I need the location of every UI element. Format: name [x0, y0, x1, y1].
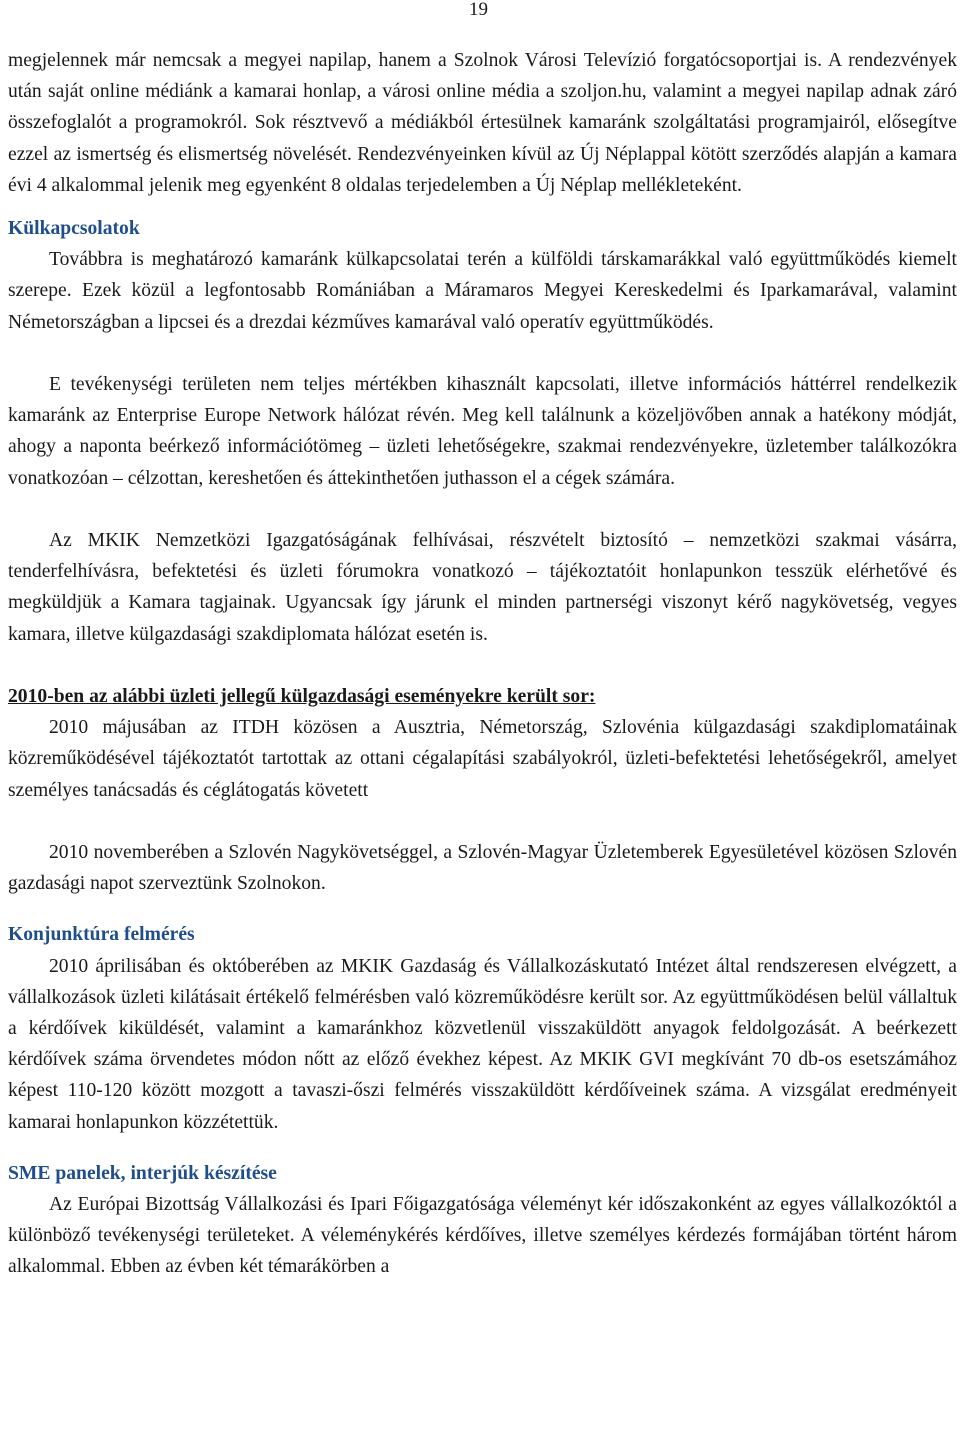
paragraph-2010-november: 2010 novemberében a Szlovén Nagykövetséggel, a Szlovén-Magyar Üzletemberek Egyesületével közösen Szlovén gazdasági napot szerveztünk Szolnokon.: [8, 842, 957, 895]
heading-konjunktura: Konjunktúra felmérés: [8, 924, 195, 946]
heading-sme-panelek: SME panelek, interjúk készítése: [8, 1162, 277, 1184]
paragraph-kulkapcsolatok: Továbbra is meghatározó kamaránk külkapcsolatai terén a külföldi társkamarákkal való együttműködés kiemelt szerepe. Ezek közül a legfontosabb Romániában a Máramaros Megyei Kereskedelmi és Iparkamarával, valamint Németországban a lipcsei és a drezdai kézműves kamarával való operatív együttműködés.: [8, 249, 957, 333]
paragraph-enterprise-europe: E tevékenységi területen nem teljes mértékben kihasznált kapcsolati, illetve információs háttérrel rendelkezik kamaránk az Enterprise Europe Network hálózat révén. Meg kell találnunk a közeljövőben annak a hatékony módját, ahogy a naponta beérkező információtömeg – üzleti lehetőségekre, szakmai rendezvényekre, üzletember találkozókra vonatkozóan – célzottan, kereshetően és áttekinthetően juthasson el a cégek számára.: [8, 374, 957, 489]
paragraph-konjunktura: 2010 áprilisában és októberében az MKIK Gazdaság és Vállalkozáskutató Intézet által rendszeresen elvégzett, a vállalkozások üzleti kilátásait értékelő felmérésben való közreműködésre került sor. Az együttműködésen belül vállaltuk a kérdőívek kiküldését, valamint a kamaránkhoz közvetlenül visszaküldött anyagok feldolgozását. A beérkezett kérdőívek száma örvendetes módon nőtt az előző évekhez képest. Az MKIK GVI megkívánt 70 db-os esetszámához képest 110-120 között mozgott a tavaszi-őszi felmérés visszaküldött kérdőíveinek száma. A vizsgálat eredményeit kamarai honlapunkon közzétettük.: [8, 955, 957, 1133]
document-body: [8, 45, 957, 1283]
paragraph-mkik-nemzetkozi: Az MKIK Nemzetközi Igazgatóságának felhívásai, részvételt biztosító – nemzetközi szakmai vásárra, tenderfelhívásra, befektetési és üzleti fórumokra vonatkozó – tájékoztatóit honlapunkon tesszük elérhetővé és megküldjük a Kamara tagjainak. Ugyancsak így járunk el minden partnerségi viszonyt kérő nagykövetség, vegyes kamara, illetve külgazdasági szakdiplomata hálózat esetén is.: [8, 530, 957, 645]
spacer: [8, 806, 957, 837]
paragraph-2010-may: 2010 májusában az ITDH közösen a Ausztria, Németország, Szlovénia külgazdasági szakdiplomatáinak közreműködésével tájékoztatót tartottak az ottani cégalapítási szabályokról, üzleti-befektetési lehetőségekről, amelyet személyes tanácsadás és céglátogatás követett: [8, 717, 957, 801]
spacer: [8, 650, 957, 681]
paragraph-media: megjelennek már nemcsak a megyei napilap, hanem a Szolnok Városi Televízió forgatócsoportjai is. A rendezvények után saját online médiánk a kamarai honlap, a városi online média a szoljon.hu, valamint a megyei napilap adnak záró összefoglalót a programokról. Sok résztvevő a médiákból értesülnek kamaránk szolgáltatási programjairól, elősegítve ezzel az ismertség és elismertség növelését. Rendezvényeinken kívül az Új Néplappal kötött szerződés alapján a kamara évi 4 alkalommal jelenik meg egyenként 8 oldalas terjedelemben a Új Néplap mellékleteként.: [8, 50, 957, 196]
spacer: [8, 494, 957, 525]
heading-2010-events: 2010-ben az alábbi üzleti jellegű külgazdasági eseményekre került sor:: [8, 686, 596, 708]
spacer: [8, 338, 957, 369]
heading-kulkapcsolatok: Külkapcsolatok: [8, 218, 140, 240]
page-number: 19: [469, 0, 488, 20]
paragraph-sme-panelek: Az Európai Bizottság Vállalkozási és Ipari Főigazgatósága véleményt kér időszakonként az egyes vállalkozóktól a különböző tevékenységi területeket. A véleménykérés kérdőíves, illetve személyes kérdezés formájában történt három alkalommal. Ebben az évben két témarákörben a: [8, 1194, 957, 1278]
